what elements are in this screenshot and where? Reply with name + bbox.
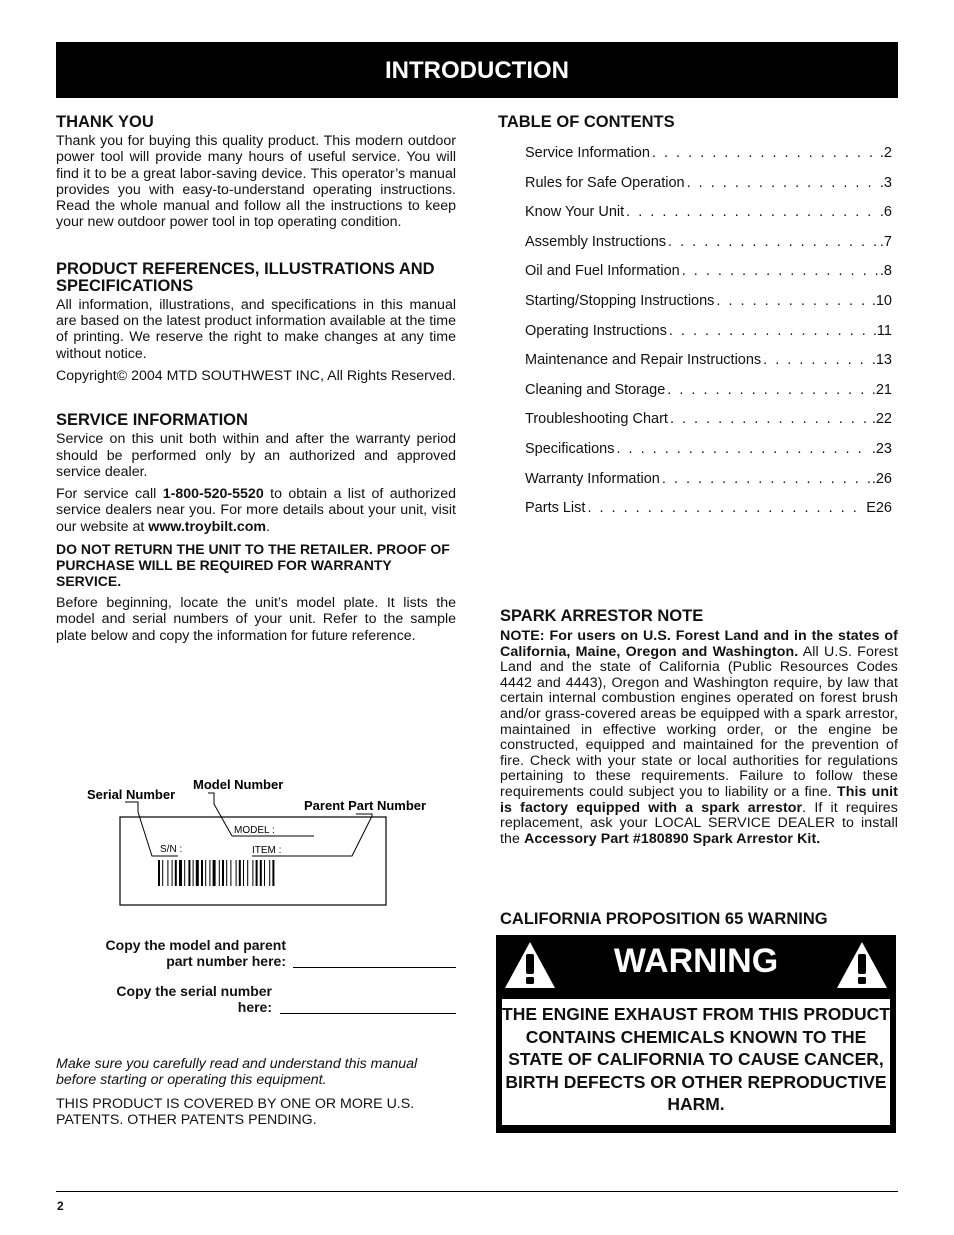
toc-item-leader	[670, 411, 870, 427]
product-references-body: All information, illustrations, and specifications in this manual are based on the latest product information available at the time of printing. We reserve the right to make changes at any time without notice.	[56, 296, 456, 362]
toc-item-label: Troubleshooting Chart	[525, 411, 668, 428]
spark-accessory-part: Accessory Part #180890 Spark Arrestor Kit.	[524, 830, 821, 847]
left-column	[56, 114, 456, 650]
service-information-heading: SERVICE INFORMATION	[56, 411, 248, 430]
toc-item	[525, 204, 892, 234]
plate-item-field: ITEM :	[252, 845, 282, 856]
copy-model-label-line2: part number here:	[166, 953, 286, 969]
toc-item-page: .23	[871, 440, 892, 457]
plate-sn-field: S/N :	[160, 844, 183, 855]
toc-item	[525, 471, 892, 501]
toc-item	[525, 323, 892, 353]
toc-item	[525, 411, 892, 441]
toc-item-page: .22	[871, 411, 892, 428]
toc-item-label: Maintenance and Repair Instructions	[525, 352, 762, 369]
toc-item-leader	[687, 175, 878, 191]
copy-model-label-line1: Copy the model and parent	[105, 937, 286, 953]
toc-item-leader	[662, 471, 870, 487]
toc-item-page: .11	[872, 322, 892, 339]
copy-serial-label-line2: here:	[237, 999, 272, 1015]
patent-note: THIS PRODUCT IS COVERED BY ONE OR MORE U.S. PATENTS. OTHER PATENTS PENDING.	[56, 1095, 415, 1128]
service-body-1: Service on this unit both within and after the warranty period should be performed only by an authorized and approved service dealer.	[56, 431, 456, 480]
model-number-write-line[interactable]	[293, 967, 456, 968]
product-references-heading: PRODUCT REFERENCES, ILLUSTRATIONS AND SPECIFICATIONS	[56, 259, 435, 295]
toc-item-leader	[763, 352, 870, 368]
toc-item	[525, 175, 892, 205]
toc-item-leader	[669, 323, 871, 339]
toc-item-label: Parts List	[525, 500, 586, 517]
toc-item-label: Service Information	[525, 145, 650, 161]
toc-item-leader	[626, 204, 878, 220]
toc-item	[525, 441, 892, 471]
warning-title: WARNING	[613, 942, 779, 980]
toc-item-label: Know Your Unit	[525, 204, 625, 221]
toc-item-label: Rules for Safe Operation	[525, 174, 685, 191]
toc-item-label: Operating Instructions	[525, 322, 667, 339]
service-information-section	[56, 412, 456, 644]
toc-list	[525, 145, 892, 530]
model-plate-illustration	[80, 770, 440, 910]
toc-item-label: Assembly Instructions	[525, 233, 667, 250]
warning-text: THE ENGINE EXHAUST FROM THIS PRODUCT CONTAINS CHEMICALS KNOWN TO THE STATE OF CALIFORNIA TO CAUSE CANCER, BIRTH DEFECTS OR OTHER REPRODUCTIVE HARM.	[502, 1004, 890, 1114]
serial-number-label: Serial Number	[87, 787, 176, 802]
toc-item-page: .2	[879, 145, 892, 161]
toc-item	[525, 352, 892, 382]
spark-arrestor-body	[500, 629, 898, 847]
parent-part-number-label: Parent Part Number	[304, 798, 427, 813]
footer-rule	[56, 1191, 898, 1192]
service-call-middle: to obtain a list of authorized service dealers near you. For more details about your unit, visit our website at	[56, 486, 456, 535]
spark-arrestor-section	[500, 608, 898, 853]
thank-you-body: Thank you for buying this quality product. This modern outdoor power tool will provide many hours of useful service. You will find it to be a great labor-saving device. This operator’s manual provides you with easy-to-understand operating instructions. Read the whole manual and follow all the instructions to keep your new outdoor power tool in top operating condition.	[56, 133, 456, 231]
toc-item	[525, 145, 892, 175]
toc-heading: TABLE OF CONTENTS	[498, 113, 675, 131]
prop65-heading: CALIFORNIA PROPOSITION 65 WARNING	[500, 910, 828, 928]
bottom-notes	[56, 1056, 458, 1134]
thank-you-heading: THANK YOU	[56, 113, 154, 131]
service-call-prefix: For service call	[56, 486, 163, 503]
service-call-suffix: .	[266, 518, 270, 535]
toc-item-label: Specifications	[525, 440, 615, 457]
service-body-2: Before beginning, locate the unit’s model plate. It lists the model and serial numbers of your unit. Refer to the sample plate below and copy the information for future reference.	[56, 595, 456, 644]
copyright-text: Copyright© 2004 MTD SOUTHWEST INC, All Rights Reserved.	[56, 367, 456, 384]
intro-header-bar	[56, 42, 898, 98]
prop65-warning-box	[496, 935, 896, 1133]
toc-item-page: E26	[866, 500, 892, 517]
toc-item-page: .7	[879, 233, 892, 250]
toc-item-page: .26	[871, 470, 892, 487]
toc-item-label: Warranty Information	[525, 470, 660, 487]
toc-item-page: .13	[871, 352, 892, 369]
toc-item-leader	[587, 500, 864, 516]
spark-factory-equipped: This unit is factory equipped with a spark arrestor	[500, 783, 899, 816]
toc-item	[525, 293, 892, 323]
service-phone: 1-800-520-5520	[162, 486, 264, 503]
toc-item	[525, 234, 892, 264]
copy-serial-label-line1: Copy the serial number	[116, 983, 272, 999]
toc-item-label: Starting/Stopping Instructions	[525, 292, 715, 309]
toc-item-leader	[652, 145, 878, 161]
toc-item-page: .21	[871, 381, 892, 398]
toc-item-page: .10	[871, 292, 892, 309]
spark-body-1: All U.S. Forest Land and the state of California (Public Resources Codes 4442 and 4443), Oregon and Washington require, by law that certain internal combustion engines operated on forest brush and/or grass-covered areas be equipped with a spark arrestor, maintained in effective working order, or the engine be constructed, equipped and maintained for the prevention of fire. Check with your state or local authorities for regulations pertaining to these requirements. Failure to follow these requirements could subject you to liability or a fine.	[500, 643, 898, 800]
toc-item-label: Cleaning and Storage	[525, 381, 666, 398]
toc-item-page: .6	[879, 204, 892, 221]
service-call-text	[56, 486, 456, 535]
page-number: 2	[57, 1199, 64, 1213]
table-of-contents	[498, 114, 898, 530]
warning-text-panel	[502, 999, 890, 1125]
copy-serial-label	[60, 983, 272, 1015]
toc-item	[525, 263, 892, 293]
spark-body-2: . If it requires replacement, ask your LOCAL SERVICE DEALER to install the	[500, 799, 898, 847]
toc-item-leader	[667, 382, 870, 398]
serial-number-write-line[interactable]	[280, 1013, 456, 1014]
toc-item-leader	[668, 234, 878, 250]
warning-triangle-icon-right	[834, 939, 890, 991]
plate-model-field: MODEL :	[234, 825, 275, 836]
page-title: INTRODUCTION	[385, 57, 569, 84]
model-number-label: Model Number	[193, 777, 284, 792]
spark-arrestor-heading: SPARK ARRESTOR NOTE	[500, 607, 704, 625]
toc-item-leader	[716, 293, 869, 309]
toc-item	[525, 500, 892, 530]
return-warning: DO NOT RETURN THE UNIT TO THE RETAILER. PROOF OF PURCHASE WILL BE REQUIRED FOR WARRANTY SERVICE.	[56, 541, 450, 590]
toc-item-page: .8	[879, 263, 892, 280]
service-website: www.troybilt.com	[148, 518, 266, 535]
read-manual-note: Make sure you carefully read and understand this manual before starting or operating this equipment.	[56, 1056, 418, 1089]
toc-item-label: Oil and Fuel Information	[525, 263, 680, 280]
product-references-section	[56, 261, 456, 384]
toc-item-page: .3	[879, 174, 892, 191]
toc-item-leader	[682, 263, 878, 279]
thank-you-section	[56, 114, 456, 231]
toc-item	[525, 382, 892, 412]
copy-model-label	[60, 937, 286, 969]
spark-note-bold: NOTE: For users on U.S. Forest Land and in the states of California, Maine, Oregon and Washington.	[500, 628, 898, 660]
toc-item-leader	[616, 441, 869, 457]
